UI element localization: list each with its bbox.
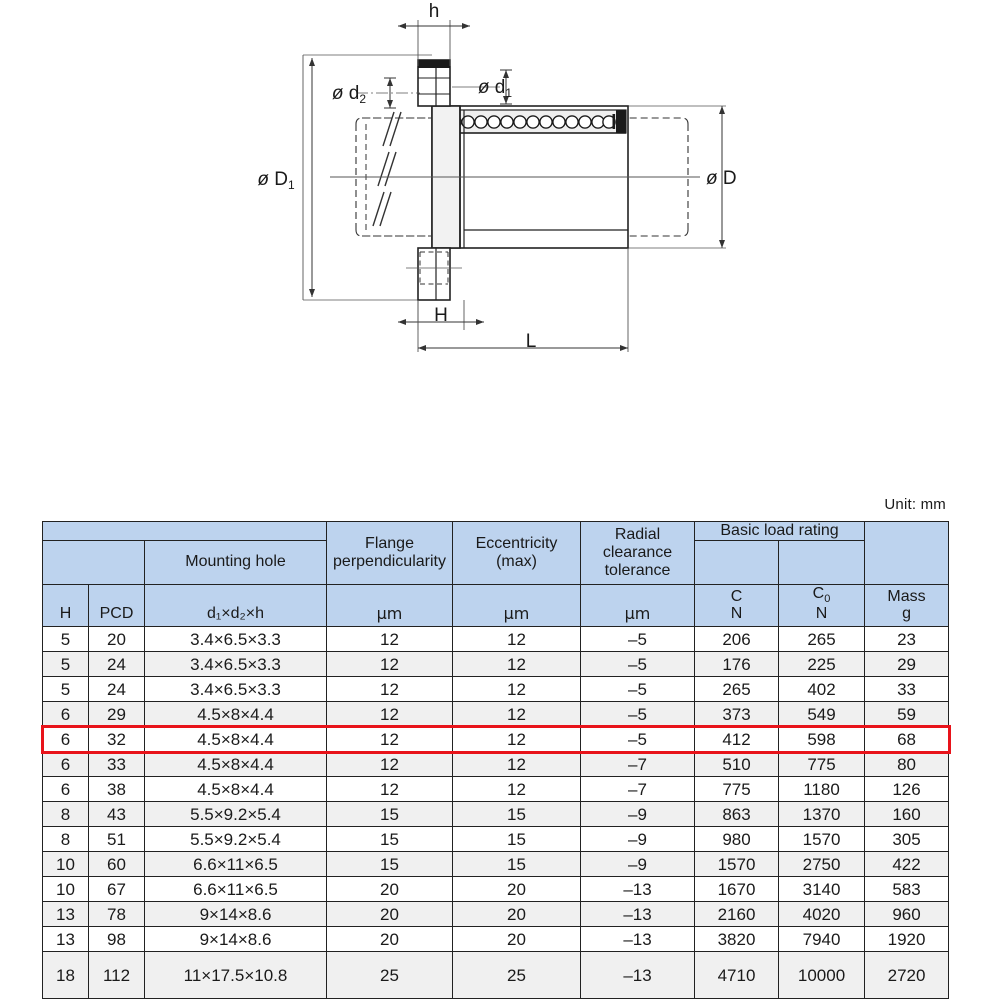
cell-mounting-hole: 9×14×8.6 (145, 902, 327, 927)
header-flange-unit-label: μm (376, 604, 403, 624)
cell-c0: 10000 (779, 952, 865, 999)
cell-flange-perpendicularity: 12 (327, 752, 453, 777)
cell-mounting-hole: 4.5×8×4.4 (145, 727, 327, 752)
cell-c0: 3140 (779, 877, 865, 902)
cell-c: 980 (695, 827, 779, 852)
dim-label-h: h (428, 1, 440, 22)
dim-label-L: L (525, 331, 537, 352)
header-radial-unit (581, 584, 695, 626)
cell-pcd: 38 (89, 777, 145, 802)
cell-mounting-hole: 3.4×6.5×3.3 (145, 627, 327, 652)
cell-mass: 1920 (865, 927, 949, 952)
cell-radial-clearance: –9 (581, 827, 695, 852)
cell-c: 412 (695, 727, 779, 752)
cell-flange-perpendicularity: 15 (327, 852, 453, 877)
cell-flange-perpendicularity: 12 (327, 702, 453, 727)
cell-mounting-hole: 5.5×9.2×5.4 (145, 827, 327, 852)
cell-mass: 68 (865, 727, 949, 752)
cell-c: 863 (695, 802, 779, 827)
dim-label-d1: ø $d_1$ (477, 77, 513, 100)
table-row (43, 877, 949, 902)
table-row (43, 852, 949, 877)
cell-eccentricity: 25 (453, 952, 581, 999)
header-h-label: H (59, 605, 72, 623)
cell-flange-perpendicularity: 12 (327, 777, 453, 802)
header-blank-h-pcd (43, 540, 145, 584)
table-header-row-1 (43, 522, 949, 541)
header-radial-line2: clearance (602, 544, 673, 561)
cell-eccentricity: 15 (453, 827, 581, 852)
cell-radial-clearance: –13 (581, 952, 695, 999)
cell-c: 2160 (695, 902, 779, 927)
cell-c: 176 (695, 652, 779, 677)
table-row (43, 827, 949, 852)
cell-mounting-hole: 11×17.5×10.8 (145, 952, 327, 999)
cell-radial-clearance: –5 (581, 677, 695, 702)
cell-c0: 4020 (779, 902, 865, 927)
table-header-row-3 (43, 584, 949, 626)
cell-c: 206 (695, 627, 779, 652)
cell-eccentricity: 12 (453, 652, 581, 677)
cell-flange-perpendicularity: 12 (327, 677, 453, 702)
dim-label-H: H (434, 305, 448, 326)
header-formula-label: d₁×d₂×h (207, 605, 264, 623)
cell-pcd: 24 (89, 677, 145, 702)
cell-mounting-hole: 4.5×8×4.4 (145, 702, 327, 727)
header-c0-subscript: 0 (824, 593, 831, 606)
header-mounting-hole-formula (145, 584, 327, 626)
cell-mass: 160 (865, 802, 949, 827)
cell-eccentricity: 12 (453, 777, 581, 802)
header-pcd (89, 584, 145, 626)
cell-c0: 1570 (779, 827, 865, 852)
cell-h: 6 (43, 752, 89, 777)
header-c0-letter: C (812, 584, 825, 602)
table-row (43, 677, 949, 702)
cell-h: 13 (43, 902, 89, 927)
cell-flange-perpendicularity: 20 (327, 927, 453, 952)
cell-mass: 960 (865, 902, 949, 927)
header-blank-left (43, 522, 327, 541)
dim-label-D: ø D (706, 168, 737, 189)
cell-flange-perpendicularity: 12 (327, 627, 453, 652)
cell-h: 8 (43, 827, 89, 852)
cell-c: 1570 (695, 852, 779, 877)
cell-c0: 598 (779, 727, 865, 752)
cell-mounting-hole: 9×14×8.6 (145, 927, 327, 952)
cell-eccentricity: 12 (453, 677, 581, 702)
header-flange-unit (327, 584, 453, 626)
cell-flange-perpendicularity: 15 (327, 802, 453, 827)
header-c-label: C (730, 587, 743, 605)
header-h (43, 584, 89, 626)
cell-radial-clearance: –5 (581, 652, 695, 677)
cell-c: 3820 (695, 927, 779, 952)
unit-caption: Unit: mm (884, 496, 946, 513)
cell-pcd: 60 (89, 852, 145, 877)
cell-flange-perpendicularity: 12 (327, 652, 453, 677)
cell-c0: 225 (779, 652, 865, 677)
cell-mounting-hole: 5.5×9.2×5.4 (145, 802, 327, 827)
cell-h: 10 (43, 877, 89, 902)
cell-c0: 402 (779, 677, 865, 702)
header-eccentricity (453, 522, 581, 585)
header-eccentricity-unit-label: μm (503, 604, 530, 624)
cell-radial-clearance: –9 (581, 802, 695, 827)
header-radial-clearance-tolerance (581, 522, 695, 585)
header-eccentricity-line1: Eccentricity (475, 535, 558, 553)
cell-c: 4710 (695, 952, 779, 999)
cell-mass: 59 (865, 702, 949, 727)
table-row (43, 627, 949, 652)
cell-pcd: 33 (89, 752, 145, 777)
header-c0-label (812, 584, 831, 606)
cell-c: 1670 (695, 877, 779, 902)
cell-mounting-hole: 6.6×11×6.5 (145, 852, 327, 877)
table-row (43, 752, 949, 777)
technical-drawing (0, 0, 1000, 490)
cell-c: 265 (695, 677, 779, 702)
cell-h: 6 (43, 777, 89, 802)
cell-c: 373 (695, 702, 779, 727)
dim-label-d2: ø $d_2$ (331, 83, 367, 106)
cell-h: 5 (43, 627, 89, 652)
cell-eccentricity: 12 (453, 627, 581, 652)
header-eccentricity-unit (453, 584, 581, 626)
cell-eccentricity: 12 (453, 727, 581, 752)
header-mass-label: Mass (887, 587, 926, 605)
table-row (43, 927, 949, 952)
cell-mass: 23 (865, 627, 949, 652)
cell-mounting-hole: 3.4×6.5×3.3 (145, 677, 327, 702)
cell-radial-clearance: –5 (581, 627, 695, 652)
cell-h: 10 (43, 852, 89, 877)
cell-pcd: 29 (89, 702, 145, 727)
cell-mass: 422 (865, 852, 949, 877)
cell-h: 8 (43, 802, 89, 827)
cell-c: 775 (695, 777, 779, 802)
cell-flange-perpendicularity: 12 (327, 727, 453, 752)
header-blank-mass (865, 522, 949, 585)
header-c0-unit: N (815, 605, 828, 623)
cell-flange-perpendicularity: 15 (327, 827, 453, 852)
header-eccentricity-line2: (max) (496, 552, 537, 570)
header-radial-line1: Radial (614, 526, 661, 544)
cell-mounting-hole: 4.5×8×4.4 (145, 752, 327, 777)
cell-pcd: 98 (89, 927, 145, 952)
header-basic-load-rating: Basic load rating (695, 522, 865, 541)
cell-c0: 265 (779, 627, 865, 652)
cell-radial-clearance: –13 (581, 902, 695, 927)
cell-eccentricity: 20 (453, 927, 581, 952)
table-row (43, 702, 949, 727)
cell-pcd: 24 (89, 652, 145, 677)
header-c-unit: N (730, 605, 743, 623)
specification-table (42, 521, 949, 999)
cell-radial-clearance: –13 (581, 927, 695, 952)
specification-table-container (42, 521, 948, 999)
cell-radial-clearance: –5 (581, 727, 695, 752)
cell-eccentricity: 15 (453, 802, 581, 827)
cell-radial-clearance: –9 (581, 852, 695, 877)
cell-mass: 583 (865, 877, 949, 902)
header-blank-c (695, 540, 779, 584)
cell-eccentricity: 15 (453, 852, 581, 877)
header-pcd-label: PCD (99, 605, 134, 623)
table-body (43, 627, 949, 999)
cell-radial-clearance: –5 (581, 702, 695, 727)
cell-c0: 549 (779, 702, 865, 727)
cell-c0: 1180 (779, 777, 865, 802)
header-c (695, 584, 779, 626)
cell-h: 18 (43, 952, 89, 999)
cell-c0: 775 (779, 752, 865, 777)
header-radial-line3: tolerance (604, 561, 671, 579)
table-row (43, 652, 949, 677)
dim-label-D1: ø $D_1$ (257, 169, 295, 192)
cell-flange-perpendicularity: 25 (327, 952, 453, 999)
cell-mass: 2720 (865, 952, 949, 999)
cell-eccentricity: 20 (453, 877, 581, 902)
header-blank-c0 (779, 540, 865, 584)
cell-pcd: 20 (89, 627, 145, 652)
header-c0 (779, 584, 865, 626)
header-mounting-hole: Mounting hole (145, 540, 327, 584)
cell-mounting-hole: 6.6×11×6.5 (145, 877, 327, 902)
cell-mass: 126 (865, 777, 949, 802)
cell-pcd: 32 (89, 727, 145, 752)
cell-pcd: 67 (89, 877, 145, 902)
cell-c0: 1370 (779, 802, 865, 827)
header-flange-perpendicularity (327, 522, 453, 585)
cell-mass: 80 (865, 752, 949, 777)
cell-h: 6 (43, 727, 89, 752)
cell-radial-clearance: –13 (581, 877, 695, 902)
cell-h: 6 (43, 702, 89, 727)
table-row (43, 727, 949, 752)
header-radial-unit-label: μm (624, 604, 651, 624)
cell-radial-clearance: –7 (581, 752, 695, 777)
cell-mass: 29 (865, 652, 949, 677)
cell-mounting-hole: 3.4×6.5×3.3 (145, 652, 327, 677)
cell-pcd: 51 (89, 827, 145, 852)
header-mass (865, 584, 949, 626)
cell-mass: 305 (865, 827, 949, 852)
cell-eccentricity: 12 (453, 752, 581, 777)
cell-h: 5 (43, 652, 89, 677)
cell-eccentricity: 12 (453, 702, 581, 727)
header-flange-line2: perpendicularity (333, 552, 446, 570)
cell-c0: 7940 (779, 927, 865, 952)
header-flange-line1: Flange (365, 535, 414, 553)
cell-radial-clearance: –7 (581, 777, 695, 802)
table-row (43, 952, 949, 999)
cell-pcd: 43 (89, 802, 145, 827)
cell-c0: 2750 (779, 852, 865, 877)
cell-flange-perpendicularity: 20 (327, 877, 453, 902)
header-mass-unit: g (902, 605, 911, 623)
cell-mounting-hole: 4.5×8×4.4 (145, 777, 327, 802)
table-row (43, 802, 949, 827)
cell-h: 5 (43, 677, 89, 702)
table-row (43, 902, 949, 927)
cell-mass: 33 (865, 677, 949, 702)
cell-c: 510 (695, 752, 779, 777)
cell-pcd: 112 (89, 952, 145, 999)
cell-eccentricity: 20 (453, 902, 581, 927)
table-row (43, 777, 949, 802)
cell-h: 13 (43, 927, 89, 952)
cell-flange-perpendicularity: 20 (327, 902, 453, 927)
cell-pcd: 78 (89, 902, 145, 927)
